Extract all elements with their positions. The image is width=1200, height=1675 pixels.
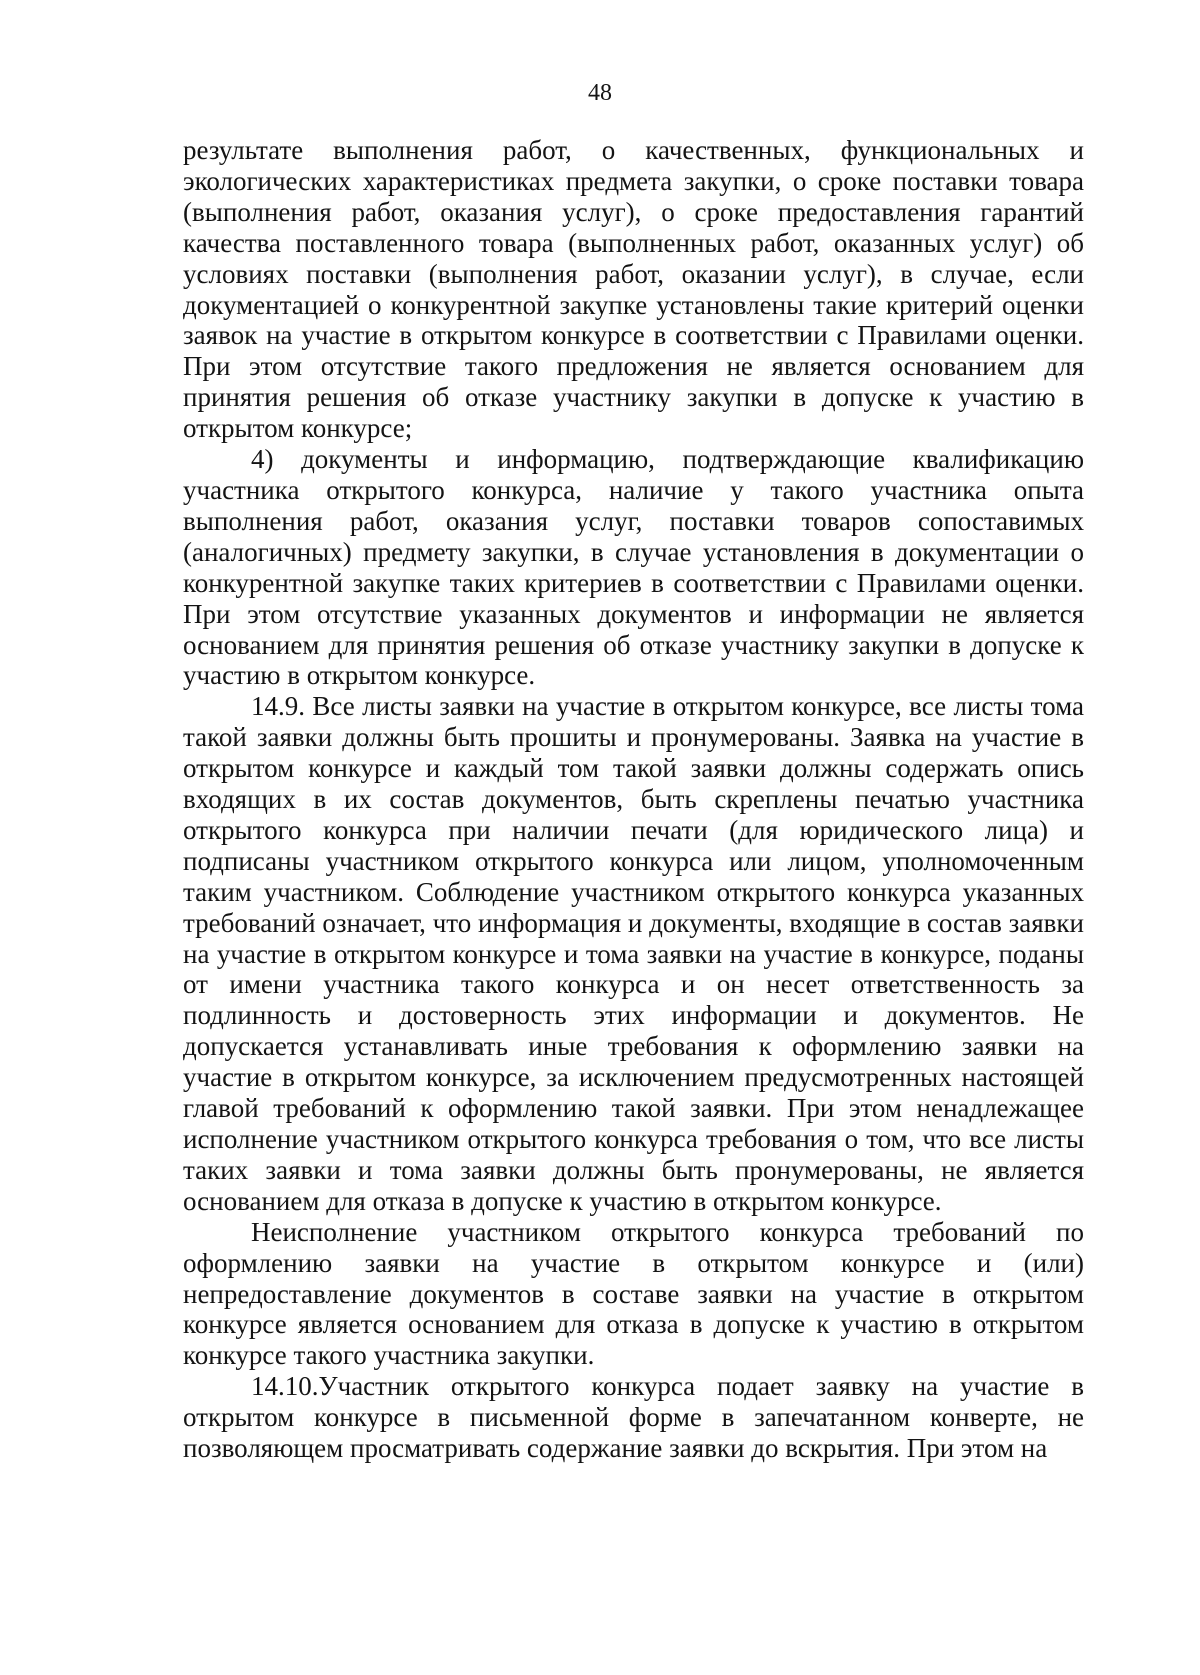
paragraph-item-4: 4) документы и информацию, подтверждающие квалификацию участника открытого конкурса, наличие у такого участника опыта выполнения работ, оказания услуг, поставки товаров сопоставимых (аналогичных) предмету закупки, в случае установления в документации о конкурентной закупке таких критериев в соответствии с Правилами оценки. При этом отсутствие указанных документов и информации не является основанием для принятия решения об отказе участнику закупки в допуске к участию в открытом конкурсе. xyxy=(183,444,1084,691)
paragraph-14-10: 14.10.Участник открытого конкурса подает заявку на участие в открытом конкурсе в письменной форме в запечатанном конверте, не позволяющем просматривать содержание заявки до вскрытия. При этом на xyxy=(183,1371,1084,1464)
paragraph-14-9: 14.9. Все листы заявки на участие в открытом конкурсе, все листы тома такой заявки должны быть прошиты и пронумерованы. Заявка на участие в открытом конкурсе и каждый том такой заявки должны содержать опись входящих в их состав документов, быть скреплены печатью участника открытого конкурса при наличии печати (для юридического лица) и подписаны участником открытого конкурса или лицом, уполномоченным таким участником. Соблюдение участником открытого конкурса указанных требований означает, что информация и документы, входящие в состав заявки на участие в открытом конкурсе и тома заявки на участие в конкурсе, поданы от имени участника такого конкурса и он несет ответственность за подлинность и достоверность этих информации и документов. Не допускается устанавливать иные требования к оформлению заявки на участие в открытом конкурсе, за исключением предусмотренных настоящей главой требований к оформлению такой заявки. При этом ненадлежащее исполнение участником открытого конкурса требования о том, что все листы таких заявки и тома заявки должны быть пронумерованы, не является основанием для отказа в допуске к участию в открытом конкурсе. xyxy=(183,691,1084,1216)
paragraph-non-compliance: Неисполнение участником открытого конкурса требований по оформлению заявки на участие в открытом конкурсе и (или) непредоставление документов в составе заявки на участие в открытом конкурсе является основанием для отказа в допуске к участию в открытом конкурсе такого участника закупки. xyxy=(183,1216,1084,1371)
document-body xyxy=(183,135,1084,1464)
paragraph-continuation: результате выполнения работ, о качественных, функциональных и экологических характеристиках предмета закупки, о сроке поставки товара (выполнения работ, оказания услуг), о сроке предоставления гарантий качества поставленного товара (выполненных работ, оказанных услуг) об условиях поставки (выполнения работ, оказании услуг), в случае, если документацией о конкурентной закупке установлены такие критерий оценки заявок на участие в открытом конкурсе в соответствии с Правилами оценки. При этом отсутствие такого предложения не является основанием для принятия решения об отказе участнику закупки в допуске к участию в открытом конкурсе; xyxy=(183,135,1084,444)
page-number: 48 xyxy=(588,80,612,106)
